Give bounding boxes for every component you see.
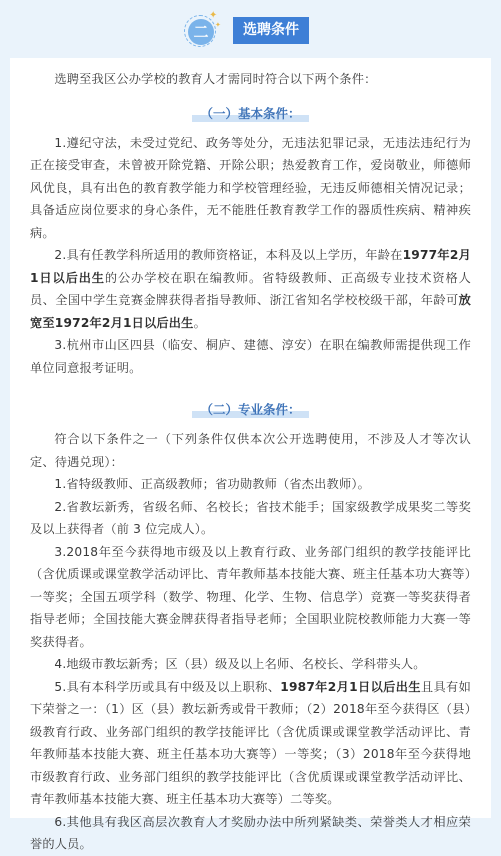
basic-item-2-part: 。 (193, 315, 206, 330)
basic-item-2-part: 的公办学校在职在编教师。省特级教师、正高级专业技术资格人员、全国中学生竞赛金牌获得者指导教师、浙江省知名学校校级干部，年龄可 (30, 270, 471, 307)
professional-item-2: 2.省教坛新秀，省级名师、名校长；省技术能手；国家级教学成果奖二等奖及以上获得者（前 3 位完成人）。 (30, 499, 471, 536)
basic-item-1: 1.遵纪守法，未受过党纪、政务等处分，无违法犯罪记录，无违法违纪行为正在接受审查，未曾被开除党籍、开除公职；热爱教育工作，爱岗敬业，师德师风优良，具有出色的教育教学能力和学校管理经验，无违反师德相关情况记录；具备适应岗位要求的身心条件，无不能胜任教育教学工作的器质性疾病、精神疾病。 (30, 135, 471, 240)
professional-item-5 (30, 676, 471, 811)
sparkle-icon: ✦ (209, 10, 218, 21)
professional-heading-text: （二）专业条件： (200, 402, 301, 417)
professional-item-5-part: 且具有如下荣誉之一：（1）区（县）教坛新秀或骨干教师；（2）2018年至今获得区（县）级教育行政、业务部门组织的教学技能评比（含优质课或课堂教学活动评比、青年教师基本技能大赛、班主任基本功大赛等）一等奖；（3）2018年至今获得地市级教育行政、业务部门组织的教学技能评比（含优质课或课堂教学活动评比、青年教师基本技能大赛、班主任基本功大赛等）二等奖。 (30, 679, 471, 806)
professional-item-1: 1.省特级教师、正高级教师；省功勋教师（省杰出教师）。 (54, 477, 371, 491)
professional-intro: 符合以下条件之一（下列条件仅供本次公开选聘使用，不涉及人才等次认定、待遇兑现）： (30, 432, 471, 469)
basic-item-3: 3.杭州市山区四县（临安、桐庐、建德、淳安）在职在编教师需提供现工作单位同意报考证明。 (30, 338, 471, 375)
professional-heading (30, 399, 471, 418)
section-number: 二 (193, 23, 209, 41)
birth-date-limit: 1977年2月1日以后出生 (30, 248, 471, 285)
basic-heading-text: （一）基本条件： (200, 105, 301, 121)
section-header (0, 0, 501, 58)
professional-item-5-part: 5.具有本科学历或具有中级及以上职称、 (54, 679, 281, 694)
content-card (10, 58, 491, 851)
basic-item-2-part: 2.具有任教学科所适用的教师资格证，本科及以上学历，年龄在 (54, 248, 403, 262)
section-title: 选聘条件 (233, 17, 309, 44)
sparkle-icon: ✦ (215, 21, 221, 29)
section-number-badge (188, 19, 214, 45)
professional-item-6: 6.其他具有我区高层次教育人才奖励办法中所列紧缺类、荣誉类人才相应荣誉的人员。 (30, 814, 471, 851)
basic-item-2 (30, 244, 471, 334)
birth-date-limit: 1987年2月1日以后出生 (280, 679, 421, 694)
intro-text: 选聘至我区公办学校的教育人才需同时符合以下两个条件： (54, 72, 377, 86)
professional-item-3: 3.2018年至今获得地市级及以上教育行政、业务部门组织的教学技能评比（含优质课或课堂教学活动评比、青年教师基本技能大赛、班主任基本功大赛等）一等奖；全国五项学科（数学、物理、化学、生物、信息学）竞赛一等奖获得者指导老师；全国技能大赛金牌获得者指导老师；全国职业院校教师能力大赛一等奖获得者。 (30, 544, 471, 649)
relaxed-birth-date-limit: 放宽至1972年2月1日以后出生 (30, 293, 471, 330)
basic-heading (30, 103, 471, 122)
professional-item-4: 4.地级市教坛新秀；区（县）级及以上名师、名校长、学科带头人。 (54, 657, 426, 671)
